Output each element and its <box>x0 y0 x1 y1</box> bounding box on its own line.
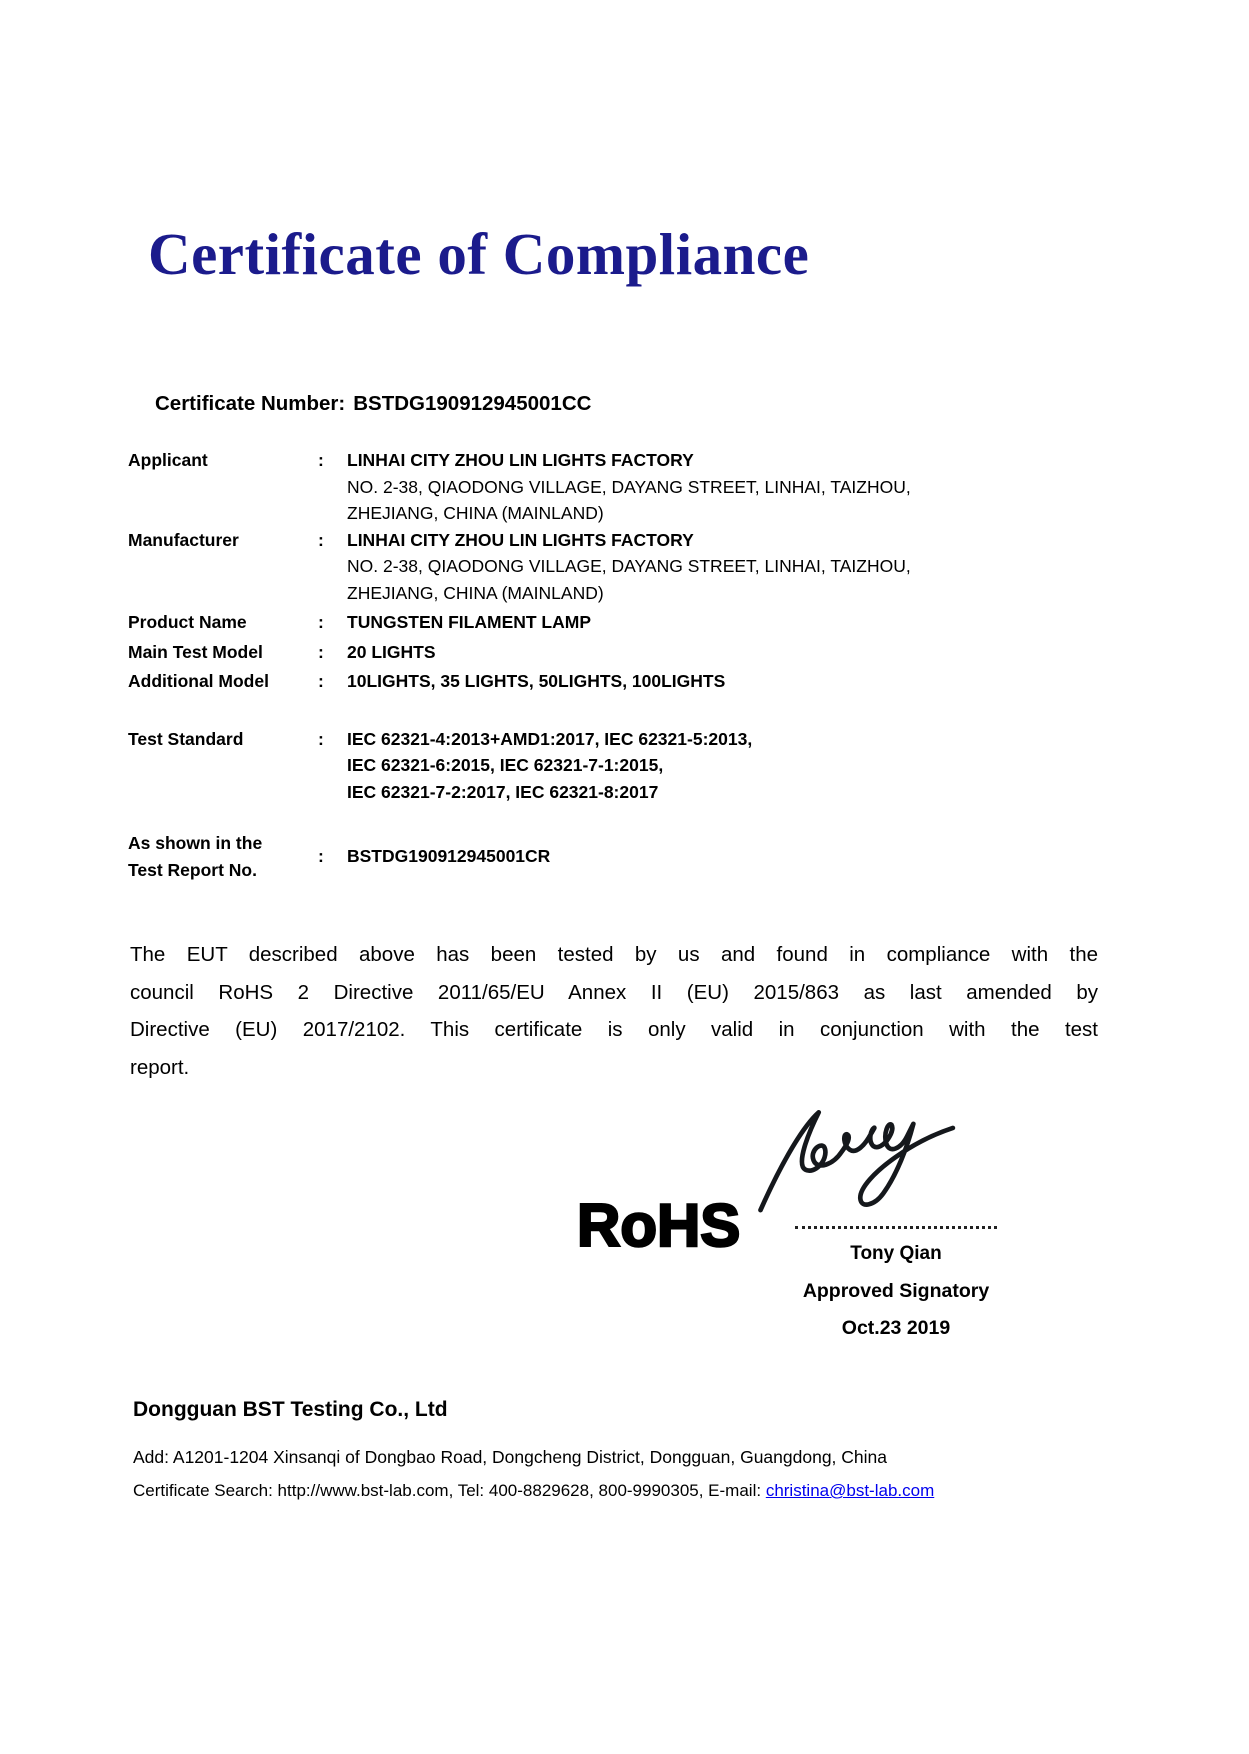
certificate-search-line <box>133 1481 934 1501</box>
main-test-model-value: 20 LIGHTS <box>347 641 436 662</box>
signature-date: Oct.23 2019 <box>841 1317 951 1339</box>
issuer-company-name: Dongguan BST Testing Co., Ltd <box>133 1398 448 1421</box>
certificate-number <box>155 392 591 416</box>
test-report-value: BSTDG190912945001CR <box>347 846 551 867</box>
applicant-value <box>347 447 1103 527</box>
colon-separator: : <box>318 612 324 632</box>
statement-line: The EUT described above has been tested by us and found in compliance with the <box>130 943 1098 966</box>
field-row-test-standard <box>128 726 1103 806</box>
issuer-address: Add: A1201-1204 Xinsanqi of Dongbao Road, Dongcheng District, Dongguan, Guangdong, China <box>133 1447 888 1467</box>
applicant-label: Applicant <box>128 450 208 470</box>
statement-line: Directive (EU) 2017/2102. This certificate is only valid in conjunction with the test <box>130 1018 1098 1041</box>
certificate-search-text: Certificate Search: http://www.bst-lab.com, Tel: 400-8829628, 800-9990305, E-mail: <box>133 1481 766 1500</box>
signer-title: Approved Signatory <box>802 1280 990 1302</box>
test-standard-label: Test Standard <box>128 728 244 749</box>
additional-model-label: Additional Model <box>128 671 269 691</box>
rohs-logo: RoHS <box>577 1192 741 1259</box>
statement-line: report. <box>130 1055 190 1079</box>
contact-email-link[interactable]: christina@bst-lab.com <box>765 1481 935 1500</box>
field-row-test-report <box>128 830 1103 883</box>
tony-handwritten-signature-icon <box>748 1096 956 1214</box>
colon-separator: : <box>318 846 324 867</box>
main-test-model-label: Main Test Model <box>128 641 263 662</box>
field-row-manufacturer <box>128 527 1103 607</box>
colon-separator: : <box>318 450 324 470</box>
field-row-product-name <box>128 609 1103 636</box>
signer-name: Tony Qian <box>850 1243 942 1264</box>
field-row-additional-model <box>128 668 1103 695</box>
field-row-applicant <box>128 447 1103 527</box>
test-standard-line1: IEC 62321-4:2013+AMD1:2017, IEC 62321-5:2013, <box>347 728 753 749</box>
statement-line: council RoHS 2 Directive 2011/65/EU Annex II (EU) 2015/863 as last amended by <box>130 980 1098 1004</box>
signature-dotted-line <box>795 1212 997 1229</box>
colon-separator: : <box>318 671 324 691</box>
manufacturer-address-line2: ZHEJIANG, CHINA (MAINLAND) <box>347 582 604 603</box>
page-title: Certificate of Compliance <box>148 221 810 287</box>
manufacturer-value <box>347 527 1103 607</box>
applicant-address-line2: ZHEJIANG, CHINA (MAINLAND) <box>347 503 604 523</box>
product-name-value: TUNGSTEN FILAMENT LAMP <box>347 612 592 632</box>
certificate-number-value: BSTDG190912945001CC <box>353 392 592 415</box>
manufacturer-address-line1: NO. 2-38, QIAODONG VILLAGE, DAYANG STREET, LINHAI, TAIZHOU, <box>347 556 911 576</box>
applicant-name: LINHAI CITY ZHOU LIN LIGHTS FACTORY <box>347 450 694 470</box>
manufacturer-label: Manufacturer <box>128 529 239 550</box>
test-standard-line2: IEC 62321-6:2015, IEC 62321-7-1:2015, <box>347 755 664 775</box>
test-report-label-line1: As shown in the <box>128 833 263 853</box>
test-standard-line3: IEC 62321-7-2:2017, IEC 62321-8:2017 <box>347 781 659 802</box>
manufacturer-name: LINHAI CITY ZHOU LIN LIGHTS FACTORY <box>347 529 694 550</box>
field-row-main-test-model <box>128 639 1103 666</box>
test-report-label <box>128 830 318 883</box>
product-name-label: Product Name <box>128 612 247 632</box>
colon-separator: : <box>318 529 324 550</box>
certificate-fields <box>128 447 1103 883</box>
compliance-statement <box>130 936 1098 1086</box>
colon-separator: : <box>318 641 324 662</box>
additional-model-value: 10LIGHTS, 35 LIGHTS, 50LIGHTS, 100LIGHTS <box>347 671 726 691</box>
test-report-label-line2: Test Report No. <box>128 859 257 880</box>
applicant-address-line1: NO. 2-38, QIAODONG VILLAGE, DAYANG STREET, LINHAI, TAIZHOU, <box>347 476 911 497</box>
certificate-number-label: Certificate Number: <box>155 392 346 415</box>
test-standard-value <box>347 726 1103 806</box>
colon-separator: : <box>318 728 324 749</box>
